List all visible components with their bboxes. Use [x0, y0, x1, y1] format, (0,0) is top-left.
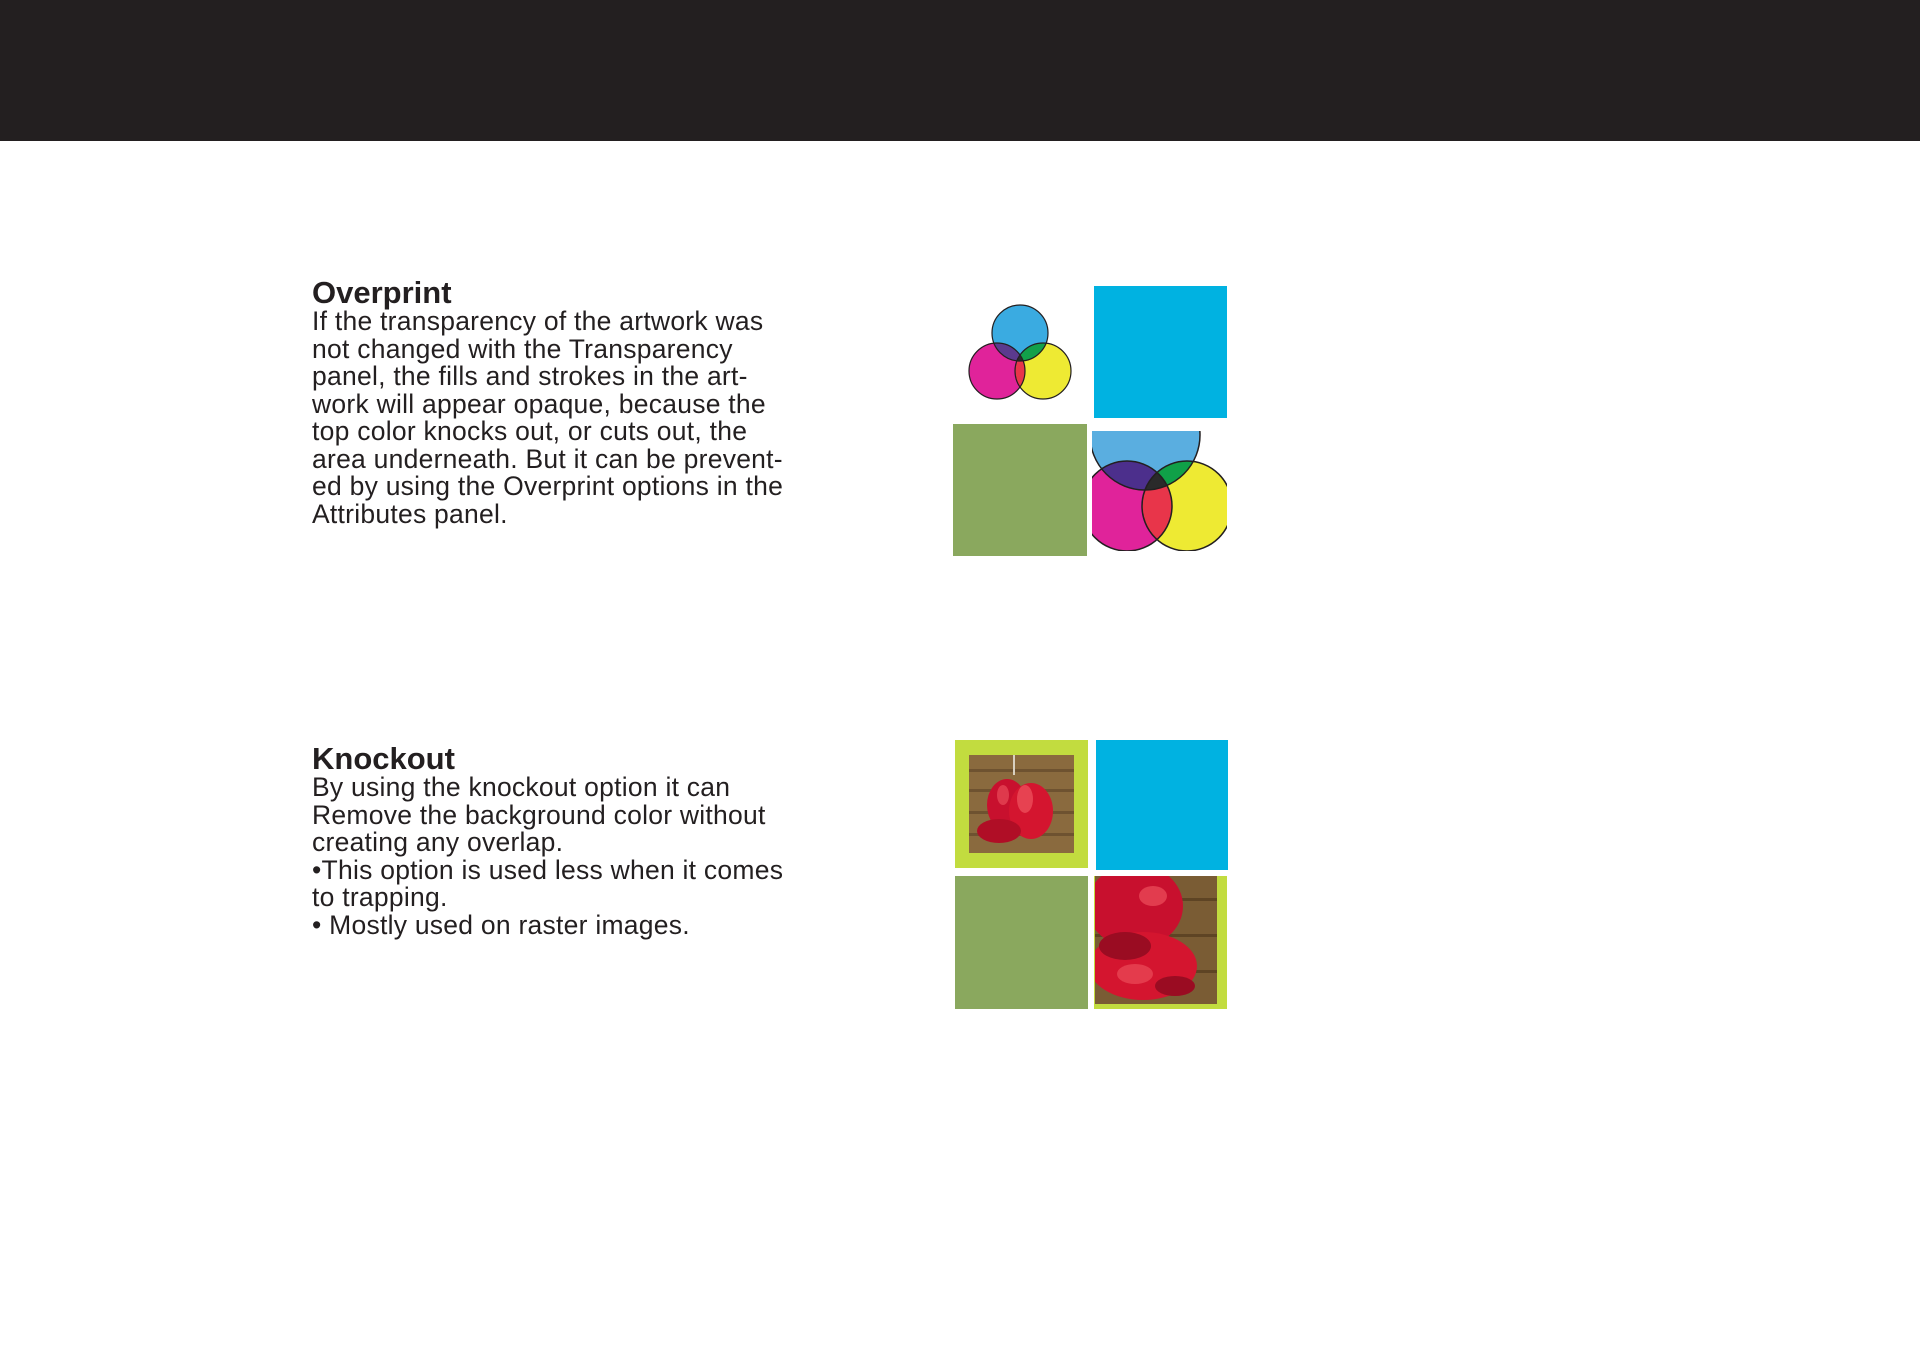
overprint-title: Overprint	[312, 275, 452, 310]
boxing-gloves-zoomed	[1095, 876, 1217, 1004]
header-band	[0, 0, 1920, 141]
overprint-body: If the transparency of the artwork was not changed with the Transparency panel, the fills and strokes in the art- work will appear opaque, because the top color knocks out, or cuts out, the area underneath. But it can be prevent- ed by using the Overprint options in the Attributes panel.	[312, 306, 784, 529]
knockout-green-square	[955, 876, 1088, 1009]
overprint-section	[312, 275, 852, 529]
knockout-cyan-square	[1096, 740, 1228, 870]
knockout-title: Knockout	[312, 741, 455, 776]
cmy-circles-icon	[963, 303, 1077, 413]
boxing-gloves-zoomed-frame	[1094, 876, 1227, 1009]
overprint-cyan-square	[1094, 286, 1227, 418]
knockout-section	[312, 741, 852, 940]
overprint-green-square	[953, 424, 1087, 556]
cmy-circles-zoomed	[1092, 431, 1227, 551]
boxing-gloves-photo-frame	[955, 740, 1088, 868]
boxing-gloves-photo	[969, 755, 1074, 853]
knockout-body: By using the knockout option it can Remove the background color without creating any overlap. •This option is used less when it comes to trapping. • Mostly used on raster images.	[312, 772, 784, 940]
